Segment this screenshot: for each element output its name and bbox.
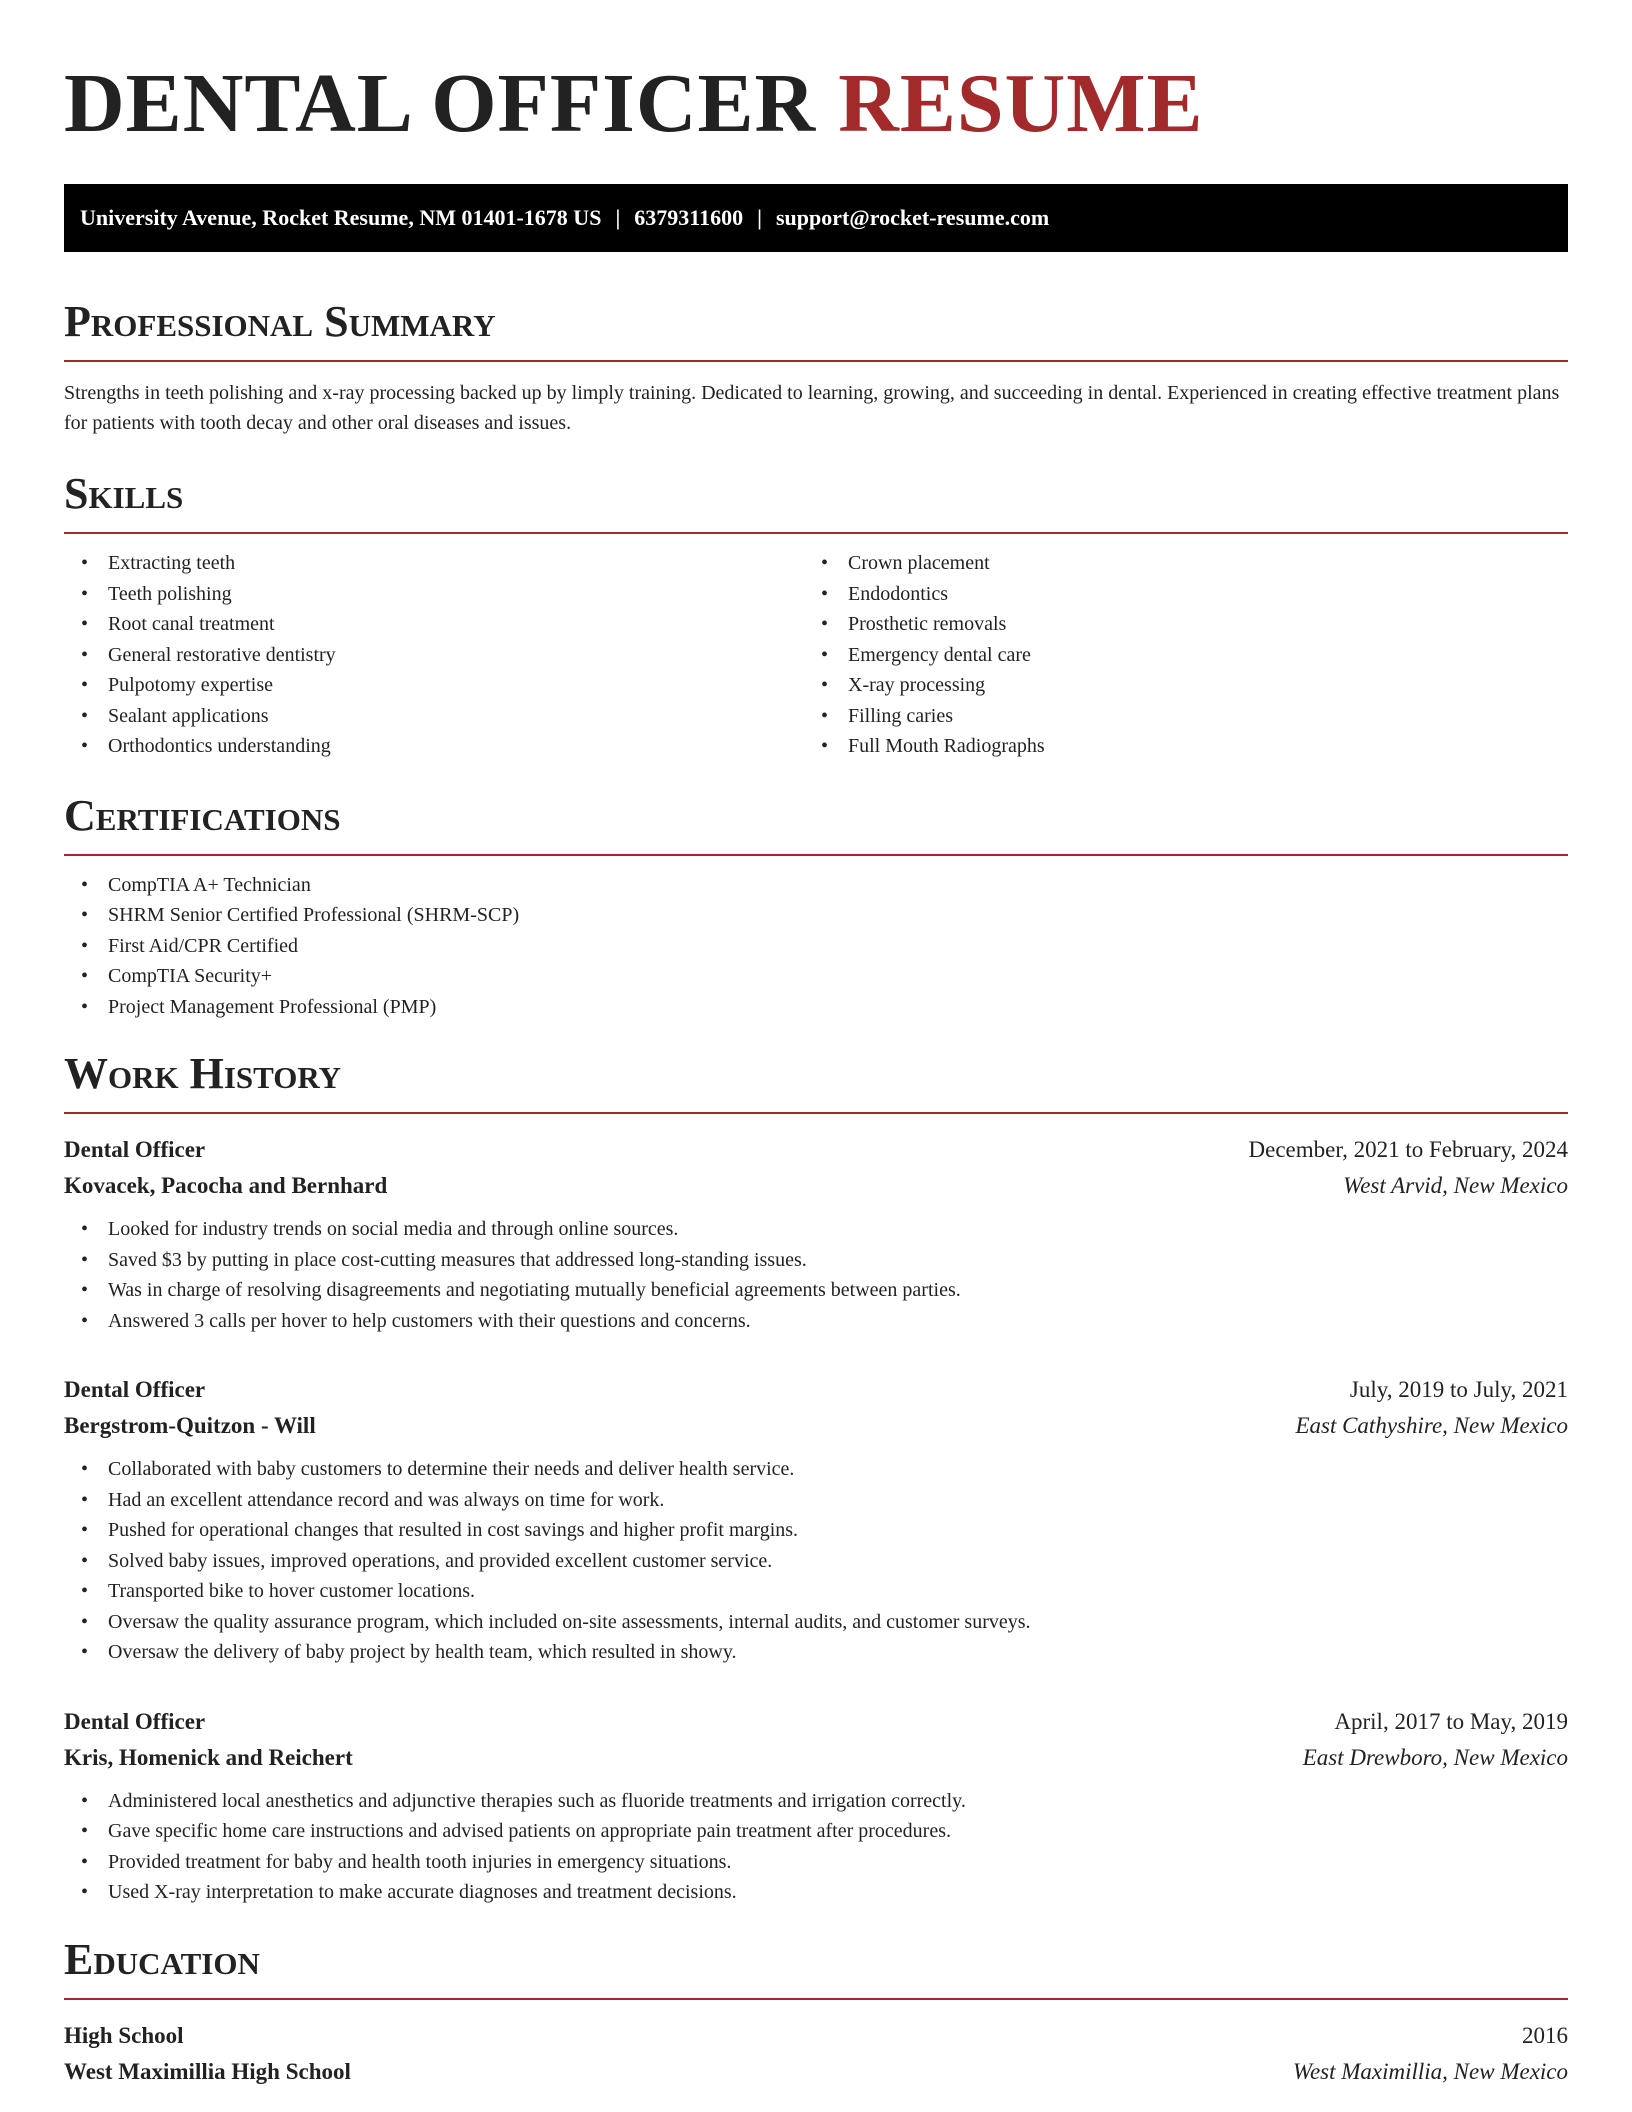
job-bullet: • Provided treatment for baby and health tooth injuries in emergency situations. — [64, 1847, 1568, 1878]
work-history-heading: Work History — [64, 1049, 342, 1098]
contact-separator: | — [757, 205, 762, 230]
job-header-row — [64, 1132, 1568, 1168]
job-company-row — [64, 1740, 1568, 1776]
job-company-row — [64, 1408, 1568, 1444]
job-title: Dental Officer — [64, 1137, 206, 1162]
job-dates: April, 2017 to May, 2019 — [1334, 1708, 1568, 1734]
skill-item: • Crown placement — [804, 548, 1544, 579]
contact-separator: | — [615, 205, 621, 230]
education-header-row — [64, 2018, 1568, 2054]
job-bullet: • Collaborated with baby customers to determine their needs and deliver health service. — [64, 1454, 1568, 1485]
job-title: Dental Officer — [64, 1377, 206, 1402]
skill-item: • Filling caries — [804, 701, 1544, 732]
education-school-row — [64, 2054, 1568, 2090]
job-location: East Drewboro, New Mexico — [1302, 1744, 1568, 1770]
skills-list-right — [804, 548, 1544, 762]
education-heading: Education — [64, 1934, 260, 1984]
summary-section — [64, 296, 1568, 438]
education-entry — [64, 2018, 1568, 2090]
job-company: Kris, Homenick and Reichert — [64, 1744, 353, 1770]
skill-item: • Emergency dental care — [804, 640, 1544, 671]
skills-columns — [64, 534, 1568, 762]
contact-bar — [64, 184, 1568, 252]
job-header-row — [64, 1704, 1568, 1740]
skill-item: • Sealant applications — [64, 701, 804, 732]
contact-address: University Avenue, Rocket Resume, NM 01401-1678 US — [80, 205, 602, 230]
skills-list-left — [64, 548, 804, 762]
certifications-section — [64, 790, 1568, 1023]
section-divider — [64, 1998, 1568, 2000]
section-divider — [64, 1112, 1568, 1114]
job-company-row — [64, 1168, 1568, 1204]
skill-item: • Extracting teeth — [64, 548, 804, 579]
job-bullet: • Looked for industry trends on social media and through online sources. — [64, 1214, 1568, 1245]
title-main: DENTAL OFFICER — [64, 57, 817, 150]
certifications-list — [64, 870, 1568, 1023]
job-company: Kovacek, Pacocha and Bernhard — [64, 1173, 388, 1198]
section-divider — [64, 360, 1568, 362]
job-dates: December, 2021 to February, 2024 — [1248, 1137, 1568, 1162]
education-school: West Maximillia High School — [64, 2058, 351, 2084]
section-divider — [64, 854, 1568, 856]
skill-item: • Root canal treatment — [64, 609, 804, 640]
job-bullet: • Solved baby issues, improved operations, and provided excellent customer service. — [64, 1546, 1568, 1577]
skill-item: • X-ray processing — [804, 670, 1544, 701]
contact-email[interactable]: support@rocket-resume.com — [775, 205, 1050, 230]
job-bullet: • Administered local anesthetics and adjunctive therapies such as fluoride treatments and irrigation correctly. — [64, 1786, 1568, 1817]
job-entry — [64, 1132, 1568, 1336]
resume-title — [64, 0, 1568, 152]
skill-item: • Full Mouth Radiographs — [804, 731, 1544, 762]
education-degree: High School — [64, 2022, 184, 2048]
job-bullet: • Used X-ray interpretation to make accurate diagnoses and treatment decisions. — [64, 1877, 1568, 1908]
job-bullet: • Had an excellent attendance record and was always on time for work. — [64, 1485, 1568, 1516]
skills-section — [64, 468, 1568, 762]
education-section — [64, 1934, 1568, 2090]
education-location: West Maximillia, New Mexico — [1292, 2058, 1568, 2084]
certifications-heading: Certifications — [64, 790, 341, 840]
skill-item: • Endodontics — [804, 579, 1544, 610]
summary-text: Strengths in teeth polishing and x-ray processing backed up by limply training. Dedicated to learning, growing, and succeeding in dental. Experienced in creating effective treatment plans for patients with tooth decay and other oral diseases and issues. — [64, 382, 1560, 434]
education-year: 2016 — [1522, 2022, 1568, 2048]
job-bullet: • Saved $3 by putting in place cost-cutting measures that addressed long-standing issues. — [64, 1245, 1568, 1276]
certification-item: • SHRM Senior Certified Professional (SHRM-SCP) — [64, 900, 1568, 931]
job-location: West Arvid, New Mexico — [1343, 1173, 1568, 1198]
skill-item: • Pulpotomy expertise — [64, 670, 804, 701]
job-bullet: • Answered 3 calls per hover to help customers with their questions and concerns. — [64, 1306, 1568, 1337]
job-location: East Cathyshire, New Mexico — [1295, 1413, 1568, 1438]
contact-phone: 6379311600 — [634, 205, 744, 230]
work-history-section — [64, 1048, 1568, 1908]
job-bullets — [64, 1454, 1568, 1668]
skill-item: • Teeth polishing — [64, 579, 804, 610]
summary-heading: Professional Summary — [64, 297, 496, 346]
job-bullet: • Pushed for operational changes that resulted in cost savings and higher profit margins. — [64, 1515, 1568, 1546]
skill-item: • Orthodontics understanding — [64, 731, 804, 762]
skill-item: • General restorative dentistry — [64, 640, 804, 671]
certification-item: • Project Management Professional (PMP) — [64, 992, 1568, 1023]
job-bullet: • Oversaw the delivery of baby project by health team, which resulted in showy. — [64, 1637, 1568, 1668]
job-bullet: • Oversaw the quality assurance program, which included on-site assessments, internal audits, and customer surveys. — [64, 1607, 1568, 1638]
job-dates: July, 2019 to July, 2021 — [1349, 1377, 1568, 1402]
job-entry — [64, 1704, 1568, 1908]
job-bullets — [64, 1214, 1568, 1336]
job-bullets — [64, 1786, 1568, 1908]
certification-item: • CompTIA Security+ — [64, 961, 1568, 992]
job-entry — [64, 1372, 1568, 1668]
job-company: Bergstrom-Quitzon - Will — [64, 1413, 316, 1438]
certification-item: • CompTIA A+ Technician — [64, 870, 1568, 901]
job-bullet: • Gave specific home care instructions and advised patients on appropriate pain treatment after procedures. — [64, 1816, 1568, 1847]
certification-item: • First Aid/CPR Certified — [64, 931, 1568, 962]
title-accent: RESUME — [838, 57, 1204, 150]
skill-item: • Prosthetic removals — [804, 609, 1544, 640]
skills-heading: Skills — [64, 469, 184, 518]
job-bullet: • Transported bike to hover customer locations. — [64, 1576, 1568, 1607]
job-header-row — [64, 1372, 1568, 1408]
job-title: Dental Officer — [64, 1708, 206, 1734]
job-bullet: • Was in charge of resolving disagreements and negotiating mutually beneficial agreements between parties. — [64, 1275, 1568, 1306]
